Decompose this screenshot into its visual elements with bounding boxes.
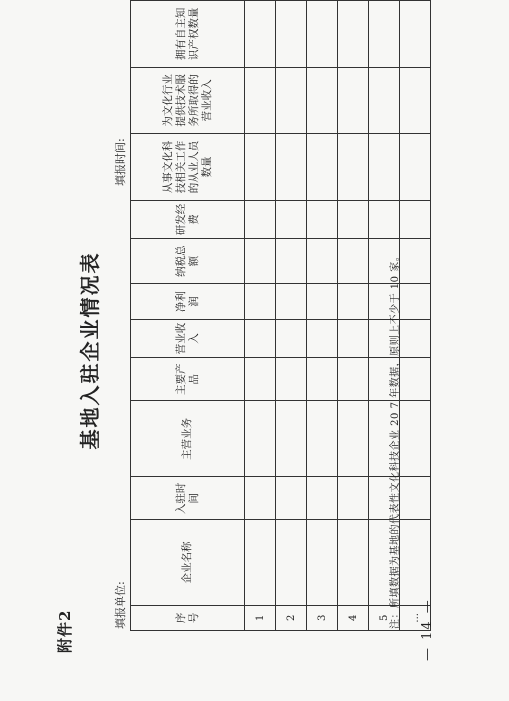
header-net-profit: 净利润 xyxy=(131,284,245,320)
header-total-tax: 纳税总额 xyxy=(131,239,245,284)
row-number: ... xyxy=(400,605,431,630)
header-entry-time: 入驻时间 xyxy=(131,477,245,520)
table-note: 注：所填数据为基地的代表性文化科技企业 20 7 年数据，原则上不少于 10 家。 xyxy=(390,250,401,629)
page-title: 基地入驻企业情况表 xyxy=(78,251,102,450)
page-number: — 14 — xyxy=(420,598,435,661)
table-row xyxy=(276,1,307,631)
fill-time-label: 填报时间: xyxy=(114,138,127,186)
row-number: 4 xyxy=(338,605,369,630)
header-staff-count: 从事文化科技相关工作的从业人员数量 xyxy=(131,134,245,201)
fill-unit-label: 填报单位: xyxy=(114,581,127,629)
attachment-label: 附件2 xyxy=(56,609,74,653)
header-service-revenue: 为文化行业提供技术服务所取得的营业收入 xyxy=(131,67,245,134)
header-rd-funds: 研发经费 xyxy=(131,200,245,238)
header-main-products: 主要产品 xyxy=(131,358,245,401)
table-row xyxy=(338,1,369,631)
row-number: 1 xyxy=(245,605,276,630)
header-seq: 序号 xyxy=(131,605,245,630)
table-row xyxy=(400,1,431,631)
table-row xyxy=(307,1,338,631)
row-number: 3 xyxy=(307,605,338,630)
header-revenue: 营业收入 xyxy=(131,319,245,357)
table-header-row xyxy=(131,1,245,631)
row-number: 5 xyxy=(369,605,400,630)
row-number: 2 xyxy=(276,605,307,630)
header-company-name: 企业名称 xyxy=(131,520,245,605)
header-ip-count: 拥有自主知识产权数量 xyxy=(131,1,245,68)
table-row xyxy=(245,1,276,631)
header-main-business: 主营业务 xyxy=(131,401,245,477)
